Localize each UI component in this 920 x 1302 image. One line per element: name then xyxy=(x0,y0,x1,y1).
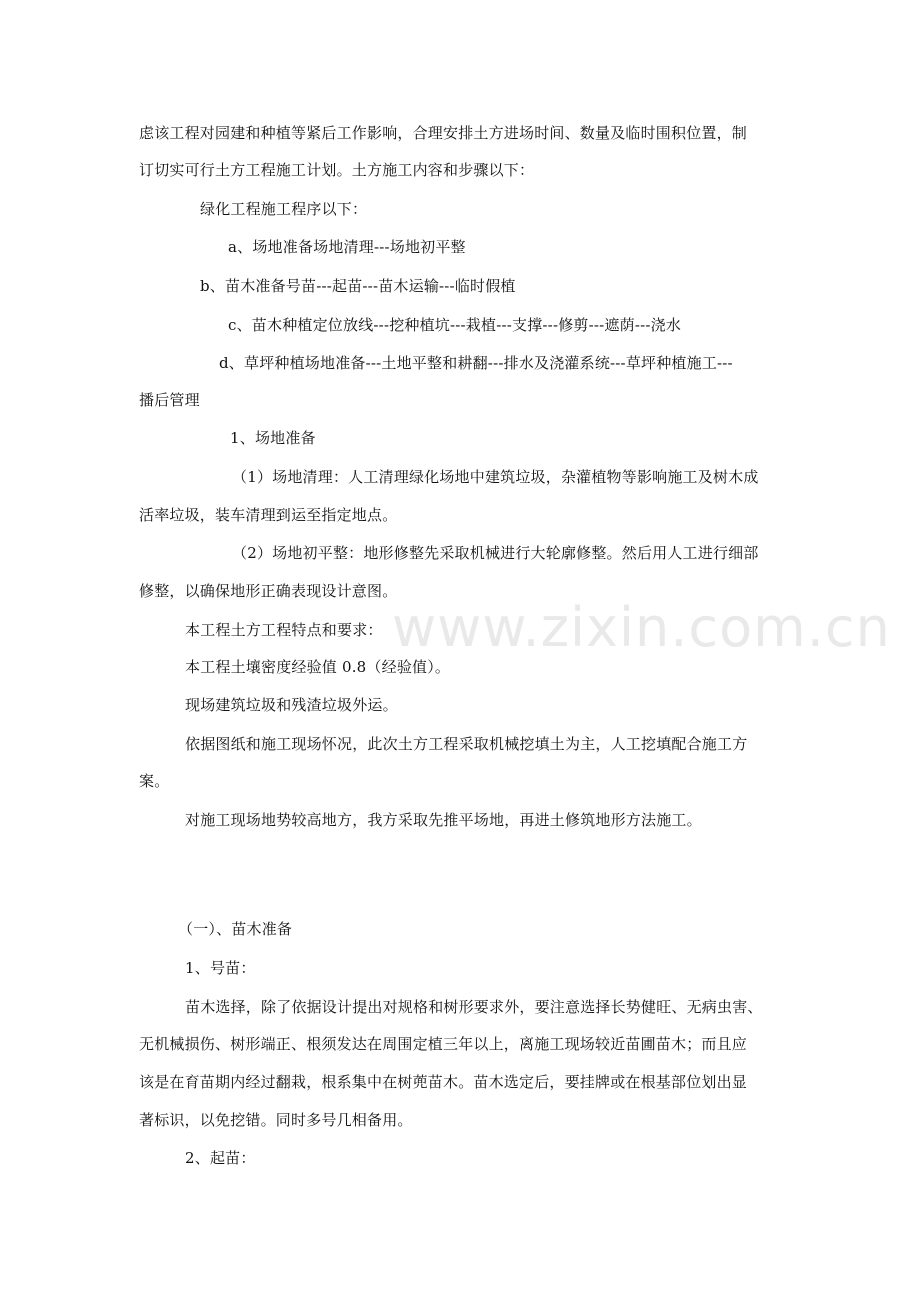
paragraph-line: 现场建筑垃圾和残渣垃圾外运。 xyxy=(185,696,398,714)
list-item: d、草坪种植场地准备---土地平整和耕翻---排水及浇灌系统---草坪种植施工--- xyxy=(219,354,733,372)
paragraph-line: 订切实可行土方工程施工计划。土方施工内容和步骤以下： xyxy=(139,161,535,179)
subsection-heading: 1、号苗： xyxy=(185,959,256,977)
paragraph-line: 本工程土壤密度经验值 0.8（经验值）。 xyxy=(185,658,451,676)
list-item: a、场地准备场地清理---场地初平整 xyxy=(228,238,466,256)
paragraph-line: 本工程土方工程特点和要求： xyxy=(185,621,383,639)
watermark: www.zixin.com.cn xyxy=(392,596,891,659)
subsection-heading: 2、起苗： xyxy=(185,1149,256,1167)
paragraph-line: 虑该工程对园建和种植等紧后工作影响，合理安排土方进场时间、数量及临时围积位置，制 xyxy=(139,124,748,142)
list-item: c、苗木种植定位放线---挖种植坑---栽植---支撑---修剪---遮荫---浇水 xyxy=(228,316,682,334)
paragraph-line: 著标识，以免挖错。同时多号几相备用。 xyxy=(139,1111,413,1129)
paragraph-line: 活率垃圾，装车清理到运至指定地点。 xyxy=(139,506,398,524)
paragraph-line: （2）场地初平整：地形修整先采取机械进行大轮廓修整。然后用人工进行细部 xyxy=(232,544,759,562)
paragraph-line: 修整，以确保地形正确表现设计意图。 xyxy=(139,582,398,600)
paragraph-line: 案。 xyxy=(139,772,170,790)
paragraph-line: 苗木选择，除了依据设计提出对规格和树形要求外，要注意选择长势健旺、无病虫害、 xyxy=(185,998,763,1016)
section-heading: 1、场地准备 xyxy=(230,429,316,447)
paragraph-line: 依据图纸和施工现场怀况，此次土方工程采取机械挖填土为主，人工挖填配合施工方 xyxy=(185,735,748,753)
paragraph-line: 该是在育苗期内经过翻栽，根系集中在树蔸苗木。苗木选定后，要挂牌或在根基部位划出显 xyxy=(139,1073,748,1091)
section-heading: （一）、苗木准备 xyxy=(178,920,293,938)
section-heading: 绿化工程施工程序以下： xyxy=(200,200,368,218)
paragraph-line: （1）场地清理：人工清理绿化场地中建筑垃圾，杂灌植物等影响施工及树木成 xyxy=(232,468,759,486)
list-item-continuation: 播后管理 xyxy=(139,391,200,409)
paragraph-line: 对施工现场地势较高地方，我方采取先推平场地，再进土修筑地形方法施工。 xyxy=(185,811,702,829)
paragraph-line: 无机械损伤、树形端正、根须发达在周围定植三年以上，离施工现场较近苗圃苗木；而且应 xyxy=(139,1035,748,1053)
list-item: b、苗木准备号苗---起苗---苗木运输---临时假植 xyxy=(200,277,516,295)
